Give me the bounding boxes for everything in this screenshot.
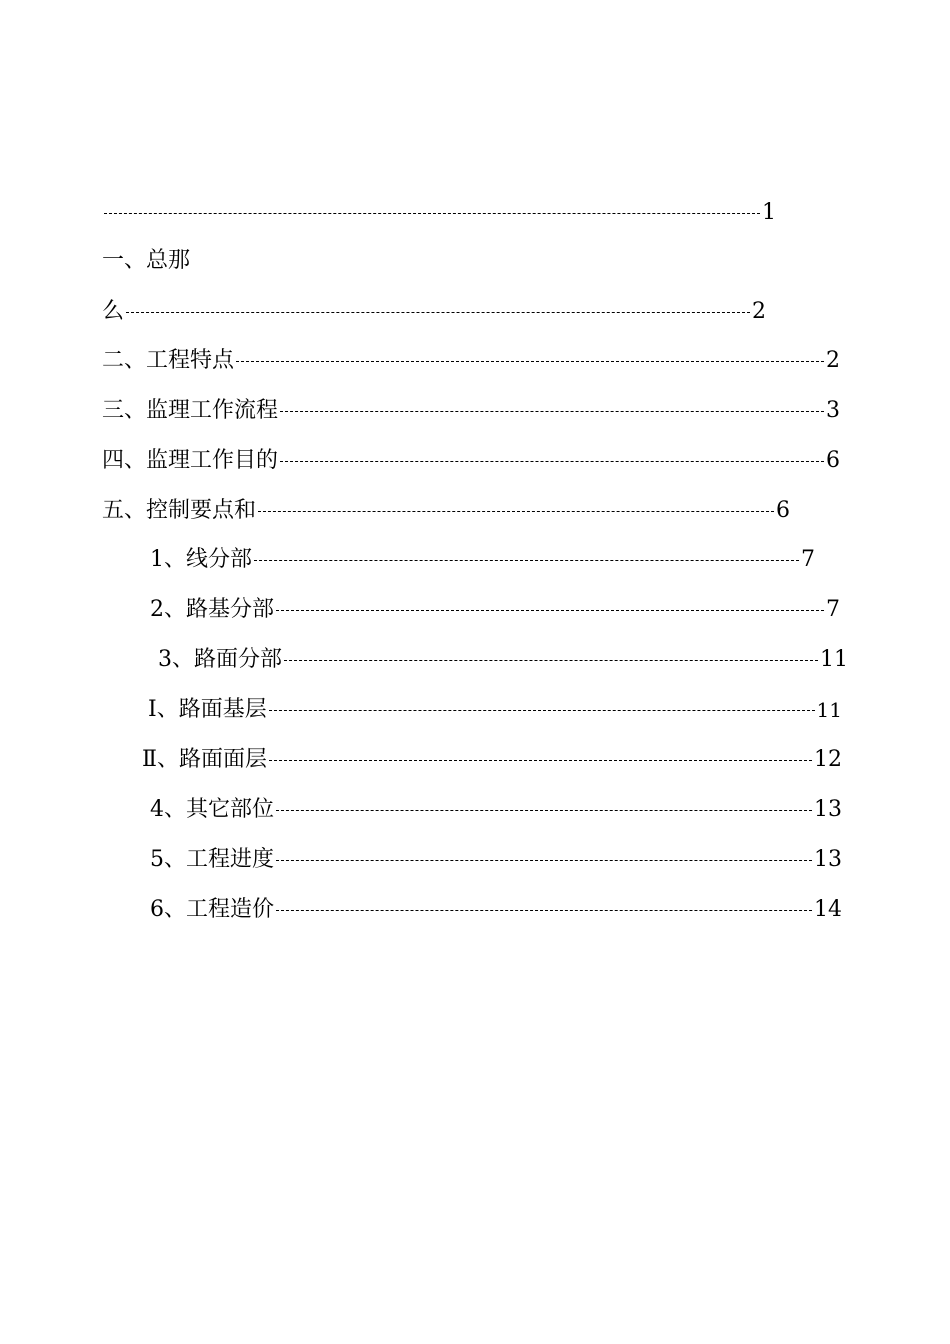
toc-entry-label: 1、线分部 [150,547,252,572]
toc-entry-5 [102,446,840,476]
toc-entry-0 [102,198,776,228]
toc-entry-label: 一、总那 [102,248,191,273]
toc-entry-2 [102,297,766,327]
toc-entry-label: 5、工程进度 [150,847,274,872]
toc-entry-11 [142,745,842,775]
toc-entry-label: 4、其它部位 [150,797,274,822]
toc-entry-10 [148,695,842,725]
toc-entry-page: 14 [814,897,842,922]
toc-entry-6 [102,496,790,526]
toc-entry-page: 13 [814,797,842,822]
toc-leader [276,610,824,611]
toc-entry-3 [102,346,840,376]
toc-entry-7 [150,545,815,575]
toc-entry-label: 么 [102,299,125,324]
toc-leader [284,660,818,661]
toc-entry-12 [150,795,842,825]
toc-leader [236,361,824,362]
toc-entry-1 [102,246,190,276]
toc-entry-page: 11 [816,698,842,722]
toc-entry-page: 7 [801,547,815,572]
toc-entry-label: 6、工程造价 [150,897,274,922]
toc-entry-8 [150,595,840,625]
toc-entry-page: 11 [820,647,848,672]
toc-entry-label: 2、路基分部 [150,597,274,622]
toc-entry-label: Ⅰ、路面基层 [148,697,267,722]
toc-entry-14 [150,895,842,925]
toc-entry-4 [102,396,840,426]
toc-leader [126,312,750,313]
toc-entry-page: 7 [826,597,840,622]
toc-entry-13 [150,845,842,875]
toc-entry-page: 6 [826,448,840,473]
toc-entry-label: 五、控制要点和 [102,498,257,523]
toc-entry-page: 1 [762,200,776,225]
toc-entry-9 [158,645,848,675]
toc-leader [254,560,799,561]
toc-entry-page: 13 [814,847,842,872]
toc-entry-page: 6 [776,498,790,523]
toc-entry-label: 三、监理工作流程 [102,398,279,423]
toc-entry-page: 2 [826,348,840,373]
toc-entry-label: 四、监理工作目的 [102,448,279,473]
toc-leader [276,910,812,911]
toc-entry-page: 3 [826,398,840,423]
toc-entry-label: 3、路面分部 [158,647,282,672]
toc-entry-page: 12 [814,747,842,772]
toc-entry-label: Ⅱ、路面面层 [142,747,267,772]
toc-leader [280,461,824,462]
toc-leader [258,511,774,512]
toc-leader [104,213,760,214]
toc-entry-page: 2 [752,299,766,324]
toc-leader [269,760,812,761]
toc-leader [276,860,812,861]
toc-leader [280,411,824,412]
toc-leader [276,810,812,811]
toc-entry-label: 二、工程特点 [102,348,235,373]
toc-leader [269,710,815,711]
